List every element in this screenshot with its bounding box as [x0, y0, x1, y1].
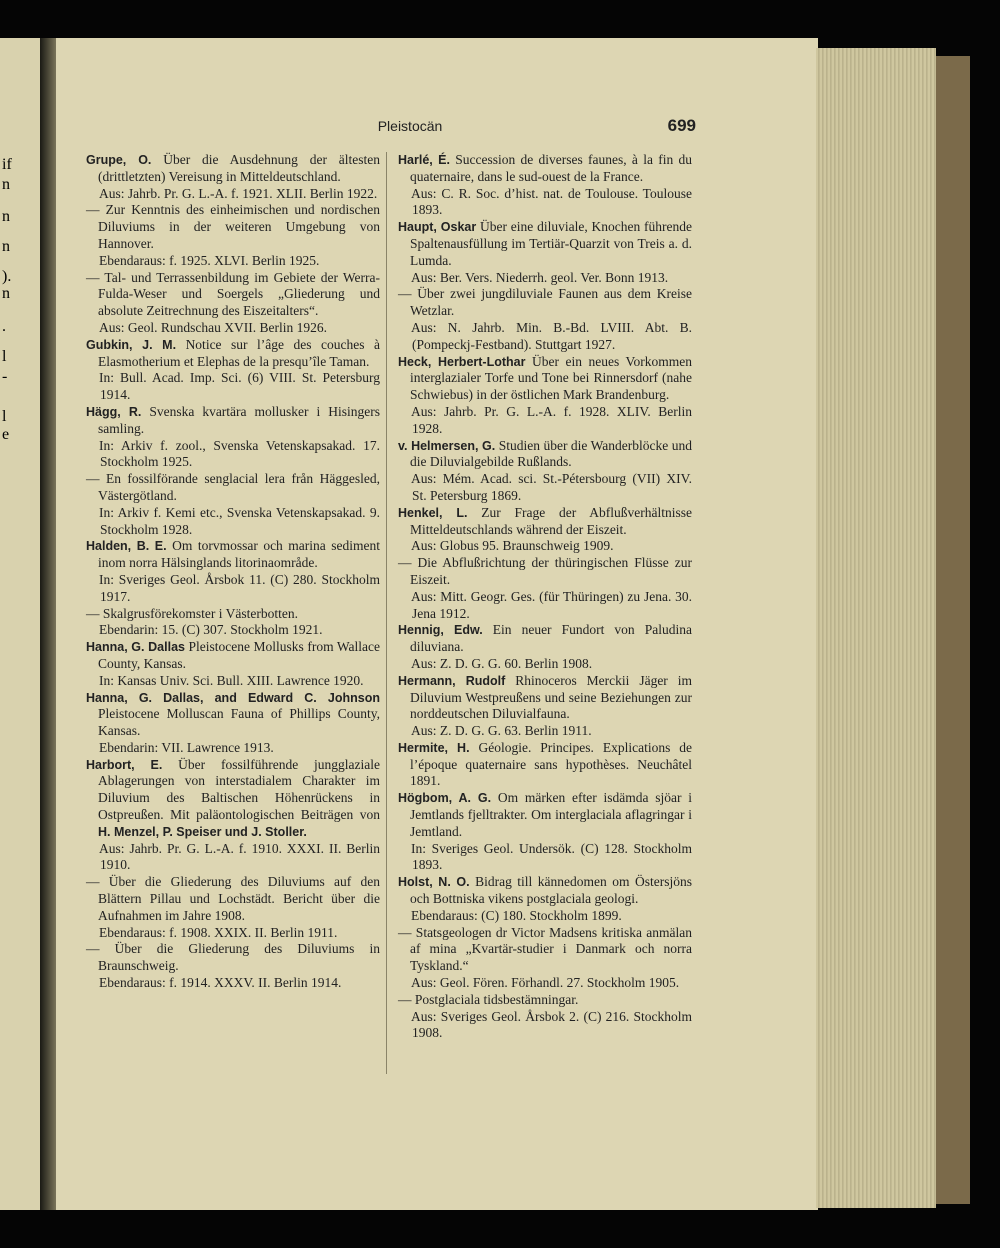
bibliography-entry — [86, 471, 380, 538]
bibliography-entry — [398, 219, 692, 286]
entry-source: Aus: Z. D. G. G. 63. Berlin 1911. — [411, 723, 592, 739]
entry-title: Succession de diverses faunes, à la fin du quaternaire, dans le sud-ouest de la France. — [410, 152, 692, 184]
bibliography-entry — [86, 941, 380, 991]
entry-source: Aus: Ber. Vers. Niederrh. geol. Ver. Bonn 1913. — [411, 269, 669, 285]
entry-title: — Über die Gliederung des Diluviums in Braunschweig. — [86, 941, 380, 974]
bibliography-entry — [86, 690, 380, 757]
entry-source: Aus: N. Jahrb. Min. B.-Bd. LVIII. Abt. B. (Pompeckj-Festband). Stuttgart 1927. — [411, 319, 692, 352]
book-cover — [936, 56, 970, 1204]
entry-author: Hanna, G. Dallas — [86, 640, 185, 655]
entry-source: Aus: Mitt. Geogr. Ges. (für Thüringen) zu Jena. 30. Jena 1912. — [411, 588, 692, 621]
entry-title: — Zur Kenntnis des einheimischen und nordischen Diluviums in der weiteren Umgebung von Hannover. — [86, 202, 380, 251]
entry-title: Notice sur l’âge des couches à Elasmotherium et Elephas de la presqu’île Taman. — [98, 336, 381, 369]
entry-source: In: Sveriges Geol. Undersök. (C) 128. Stockholm 1893. — [411, 840, 692, 873]
entry-title: — Über die Gliederung des Diluviums auf den Blättern Pillau und Lochstädt. Bericht über die Aufnahmen im Jahre 1908. — [86, 874, 380, 923]
margin-fragment: . — [2, 318, 6, 335]
entry-title: Über ein neues Vorkommen interglazialer Torfe und Tone bei Rinnersdorf (nahe Schwiebus) in der östlichen Mark Brandenburg. — [410, 353, 692, 403]
entry-title: — Über zwei jungdiluviale Faunen aus dem Kreise Wetzlar. — [398, 286, 692, 319]
entry-source: Ebendaraus: (C) 180. Stockholm 1899. — [411, 907, 622, 923]
entry-source: Ebendaraus: f. 1908. XXIX. II. Berlin 1911. — [99, 924, 338, 940]
entry-author: Hermite, H. — [398, 740, 470, 755]
entry-source: Ebendaraus: f. 1925. XLVI. Berlin 1925. — [99, 252, 320, 268]
entry-title: Bidrag till kännedomen om Östersjöns och Bottniska vikens postglaciala geologi. — [410, 874, 692, 907]
margin-fragment: n — [2, 176, 10, 193]
bibliography-entry — [398, 555, 692, 622]
entry-author: Högbom, A. G. — [398, 791, 492, 806]
entry-author: Grupe, O. — [86, 153, 152, 167]
entry-title: — Tal- und Terrassenbildung im Gebiete der Werra-Fulda-Weser und Soergels „Gliederung und absolute Zeitrechnung des Eiszeitalters“. — [86, 269, 380, 319]
entry-author: Harbort, E. — [86, 757, 163, 772]
bibliography-entry — [398, 992, 692, 1042]
bibliography-entry — [86, 270, 380, 337]
entry-author: Gubkin, J. M. — [86, 337, 177, 352]
entry-source: Aus: Jahrb. Pr. G. L.-A. f. 1910. XXXI. II. Berlin 1910. — [99, 840, 380, 873]
bibliography-entry — [398, 354, 692, 438]
entry-source: Aus: Mém. Acad. sci. St.-Pétersbourg (VII) XIV. St. Petersburg 1869. — [411, 471, 692, 503]
entry-author: Hennig, Edw. — [398, 623, 483, 638]
margin-fragment: if — [2, 156, 12, 173]
entry-source: In: Arkiv f. Kemi etc., Svenska Vetenskapsakad. 9. Stockholm 1928. — [99, 504, 380, 537]
margin-fragment: - — [2, 368, 8, 385]
margin-fragment: l — [2, 408, 7, 425]
margin-fragment: n — [2, 208, 10, 225]
column-divider — [386, 152, 387, 1074]
entry-source: Aus: Geol. Rundschau XVII. Berlin 1926. — [99, 319, 327, 335]
entry-title: Rhinoceros Merckii Jäger im Diluvium Westpreußens und seine Beziehungen zur norddeutschen Diluvialfauna. — [410, 672, 692, 722]
entry-source: In: Kansas Univ. Sci. Bull. XIII. Lawrence 1920. — [99, 672, 364, 688]
entry-source: In: Arkiv f. zool., Svenska Vetenskapsakad. 17. Stockholm 1925. — [99, 437, 380, 470]
bibliography-entry — [398, 790, 692, 874]
running-header-title: Pleistocän — [377, 118, 443, 134]
entry-title: Svenska kvartära mollusker i Hisingers samling. — [98, 403, 381, 436]
entry-title: Über die Ausdehnung der ältesten (drittletzten) Vereisung in Mitteldeutschland. — [98, 152, 380, 184]
entry-title: Über eine diluviale, Knochen führende Spaltenausfüllung im Tertiär-Quarzit von Treis a. d. Lumda. — [410, 219, 692, 268]
entry-title: Pleistocene Molluscan Fauna of Phillips County, Kansas. — [98, 706, 380, 739]
entry-title: — Die Abflußrichtung der thüringischen Flüsse zur Eiszeit. — [398, 555, 692, 587]
entry-title: — Statsgeologen dr Victor Madsens kritiska anmälan af mina „Kvartär-studier i Danmark och norra Tyskland.“ — [398, 924, 692, 974]
entry-source: Aus: Jahrb. Pr. G. L.-A. f. 1921. XLII. Berlin 1922. — [99, 185, 378, 201]
entry-source: Aus: Sveriges Geol. Årsbok 2. (C) 216. Stockholm 1908. — [411, 1008, 692, 1041]
entry-source: Aus: Globus 95. Braunschweig 1909. — [411, 538, 614, 554]
entry-title: Über fossilführende jungglaziale Ablagerungen von interstadialem Charakter im Diluvium des Baltischen Höhenrückens in Ostpreußen. Mit paläontologischen Beiträgen von — [98, 756, 380, 823]
margin-fragment: n — [2, 238, 10, 255]
bibliography-entry — [86, 152, 380, 202]
bibliography-entry — [86, 538, 380, 605]
bibliography-entry — [86, 337, 380, 404]
entry-author: Halden, B. E. — [86, 539, 167, 554]
entry-title: Om märken efter isdämda sjöar i Jemtlands fjelltrakter. Om interglaciala aflagringar i Jemtland. — [410, 790, 692, 839]
entry-author: Hermann, Rudolf — [398, 673, 506, 688]
left-column — [86, 152, 380, 992]
entry-title: Zur Frage der Abflußverhältnisse Mitteldeutschlands während der Eiszeit. — [410, 504, 693, 537]
bibliography-entry — [398, 505, 692, 555]
bibliography-entry — [398, 673, 692, 740]
page-number: 699 — [667, 116, 696, 135]
bibliography-entry — [86, 639, 380, 689]
entry-source: Ebendaraus: f. 1914. XXXV. II. Berlin 1914. — [99, 975, 342, 991]
entry-title: — Skalgrusförekomster i Västerbotten. — [86, 605, 298, 621]
bibliography-entry — [398, 874, 692, 924]
margin-fragment: ). — [2, 268, 12, 285]
entry-source: Aus: Z. D. G. G. 60. Berlin 1908. — [411, 655, 593, 671]
bibliography-entry — [86, 404, 380, 471]
entry-title: Om torvmossar och marina sediment inom norra Hälsinglands litorinaområde. — [98, 538, 380, 571]
entry-title: — En fossilförande senglacial lera från Häggesled, Västergötland. — [86, 471, 380, 503]
bibliography-entry — [398, 152, 692, 219]
entry-title: Pleistocene Mollusks from Wallace County, Kansas. — [98, 639, 380, 671]
entry-author: v. Helmersen, G. — [398, 438, 496, 453]
right-column — [398, 152, 692, 1042]
bibliography-entry — [86, 874, 380, 941]
entry-source: Aus: C. R. Soc. d’hist. nat. de Toulouse. Toulouse 1893. — [411, 185, 692, 218]
entry-author: Hägg, R. — [86, 404, 142, 419]
margin-fragment: e — [2, 426, 10, 443]
bibliography-entry — [398, 622, 692, 672]
entry-author: Harlé, É. — [398, 153, 450, 167]
bibliography-entry — [398, 286, 692, 353]
entry-author: Holst, N. O. — [398, 875, 470, 890]
entry-source: Ebendarin: 15. (C) 307. Stockholm 1921. — [99, 622, 323, 638]
entry-author: Heck, Herbert-Lothar — [398, 354, 526, 369]
entry-contributors: H. Menzel, P. Speiser und J. Stoller. — [98, 824, 307, 839]
entry-title: Géologie. Principes. Explications de l’époque quaternaire sans hypothèses. Neuchâtel 1891. — [410, 739, 692, 789]
entry-author: Haupt, Oskar — [398, 220, 477, 235]
entry-source: Aus: Geol. Fören. Förhandl. 27. Stockholm 1905. — [411, 975, 680, 991]
entry-source: Ebendarin: VII. Lawrence 1913. — [99, 739, 274, 755]
entry-source: In: Sveriges Geol. Årsbok 11. (C) 280. Stockholm 1917. — [99, 571, 380, 604]
bibliography-entry — [398, 740, 692, 790]
page-edges — [816, 48, 936, 1208]
bibliography-entry — [86, 757, 380, 875]
entry-author: Henkel, L. — [398, 505, 468, 520]
margin-fragment: l — [2, 348, 7, 365]
margin-fragment: n — [2, 285, 10, 302]
book-spine-shadow — [40, 38, 56, 1210]
bibliography-entry — [398, 925, 692, 992]
bibliography-entry — [398, 438, 692, 505]
entry-title: — Postglaciala tidsbestämningar. — [398, 991, 579, 1007]
entry-source: In: Bull. Acad. Imp. Sci. (6) VIII. St. Petersburg 1914. — [99, 370, 380, 403]
bibliography-entry — [86, 606, 380, 640]
entry-source: Aus: Jahrb. Pr. G. L.-A. f. 1928. XLIV. Berlin 1928. — [411, 403, 692, 436]
entry-author: Hanna, G. Dallas, and Edward C. Johnson — [86, 690, 380, 705]
entry-title: Ein neuer Fundort von Paludina diluviana. — [410, 622, 692, 655]
bibliography-entry — [86, 202, 380, 269]
entry-title: Studien über die Wanderblöcke und die Diluvialgebilde Rußlands. — [410, 437, 692, 470]
